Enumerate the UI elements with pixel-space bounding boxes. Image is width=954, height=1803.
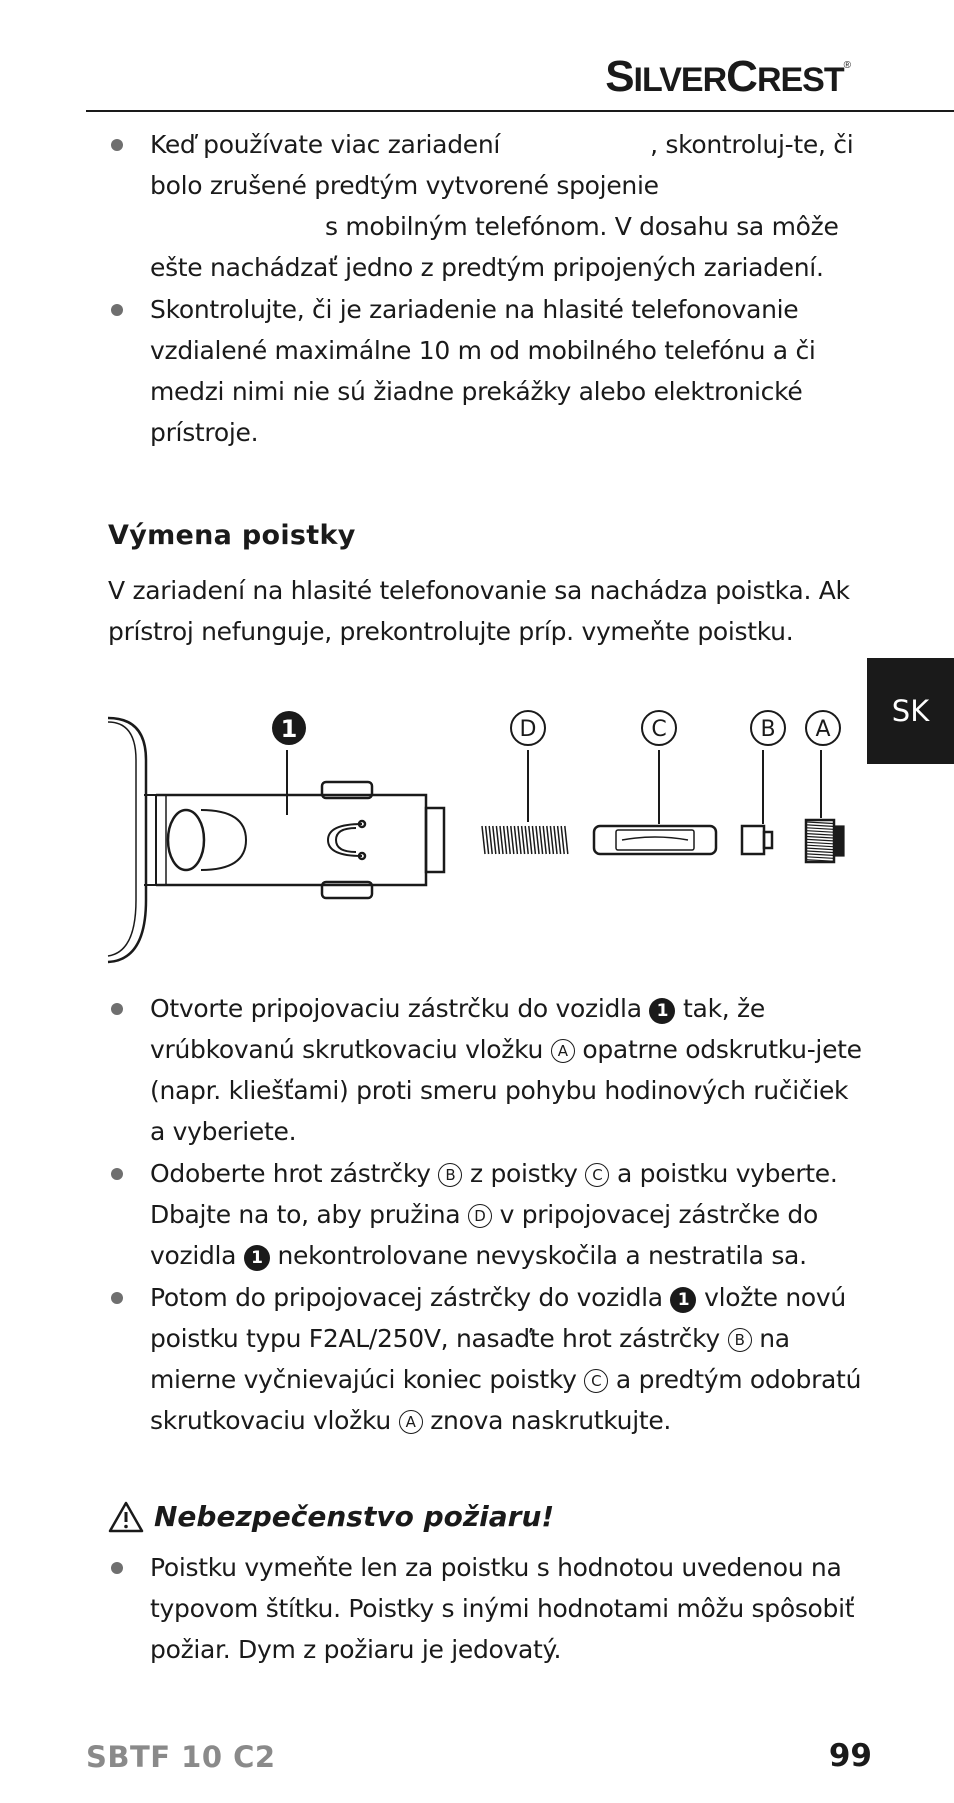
- plug-tip: [426, 808, 444, 872]
- housing-outline: [108, 718, 146, 962]
- plug-body: [156, 795, 426, 885]
- list-item: Poistku vymeňte len za poistku s hodnotou uvedenou na typovom štítku. Poistky s inými hodnotami môžu spôsobiť požiar. Dym z požiaru je jedovatý.: [108, 1547, 868, 1670]
- header-rule: [86, 110, 954, 112]
- insert-knurl: [807, 822, 844, 861]
- intro-text: V zariadení na hlasité telefonovanie sa nachádza poistka. Ak prístroj nefunguje, prekontrolujte príp. vymeňte poistku.: [108, 576, 850, 646]
- brand-logo: SILVERCREST®: [605, 52, 850, 101]
- warning-heading: [108, 1500, 868, 1533]
- label-a: A: [815, 717, 831, 742]
- tip-b: [742, 826, 764, 854]
- label-c: C: [651, 717, 667, 742]
- label-1: 1: [280, 715, 298, 743]
- warning-title: Nebezpečenstvo požiaru!: [154, 1500, 555, 1533]
- list-item: Keď používate viac zariadení , skontroluj-te, či bolo zrušené predtým vytvorené spojenie s mobilným telefónom. V dosahu sa môže ešte nachádzať jedno z predtým pripojených zariadení.: [108, 124, 858, 288]
- section-intro: [108, 570, 868, 652]
- plug-hole: [168, 810, 204, 870]
- top-bullets: [108, 124, 858, 453]
- language-tab: SK: [867, 658, 954, 764]
- warning-block: [108, 1500, 868, 1670]
- footer-model: SBTF 10 C2: [86, 1740, 276, 1774]
- steps-list: [108, 988, 868, 1441]
- spring-coils: [482, 826, 568, 854]
- page-number: 99: [828, 1738, 872, 1774]
- label-d: D: [519, 717, 537, 742]
- list-item: Otvorte pripojovaciu zástrčku do vozidla 1 tak, že vrúbkovanú skrutkovaciu vložku A opatrne odskrutku-jete (napr. kliešťami) proti smeru pohybu hodinových ručičiek a vyberiete.: [108, 988, 868, 1152]
- fuse-diagram: [106, 700, 866, 970]
- list-item: Odoberte hrot zástrčky B z poistky C a poistku vyberte. Dbajte na to, aby pružina D v pripojovacej zástrčke do vozidla 1 nekontrolovane nevyskočila a nestratila sa.: [108, 1153, 868, 1276]
- section-title: Výmena poistky: [108, 520, 356, 551]
- list-item: Potom do pripojovacej zástrčky do vozidla 1 vložte novú poistku typu F2AL/250V, nasaďte hrot zástrčky B na mierne vyčnievajúci koniec poistky C a predtým odobratú skrutkovaciu vložku A znova naskrutkujte.: [108, 1277, 868, 1441]
- fuse-section: [108, 520, 858, 551]
- label-b: B: [760, 717, 776, 742]
- warning-icon: [108, 1501, 144, 1533]
- fuse-diagram-svg: [106, 700, 866, 970]
- list-item: Skontrolujte, či je zariadenie na hlasité telefonovanie vzdialené maximálne 10 m od mobilného telefónu a či medzi nimi nie sú žiadne prekážky alebo elektronické prístroje.: [108, 289, 858, 453]
